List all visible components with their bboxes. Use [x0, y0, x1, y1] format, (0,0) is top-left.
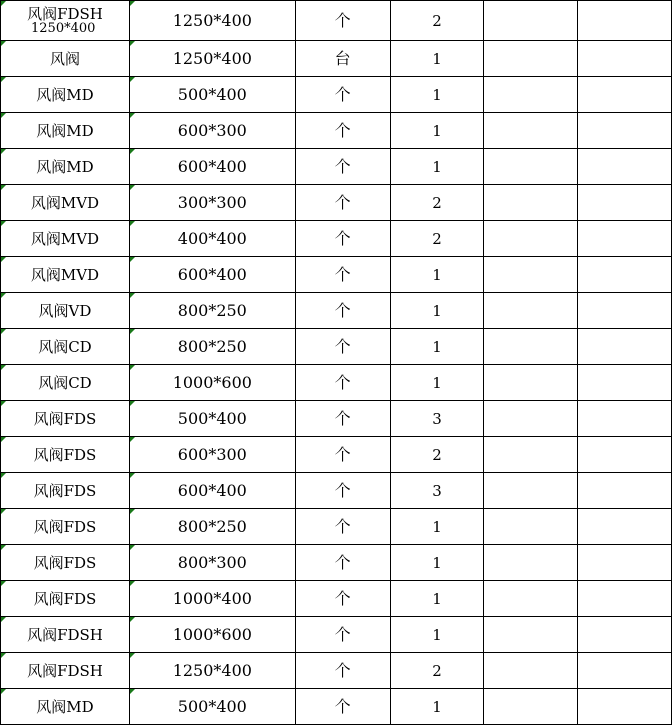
cell-name[interactable]: 风阀FDS [1, 437, 130, 473]
cell-unit[interactable]: 个 [295, 77, 390, 113]
cell-size[interactable]: 1000*600 [129, 617, 295, 653]
cell-unit[interactable]: 个 [295, 1, 390, 41]
cell-unit[interactable]: 个 [295, 545, 390, 581]
cell-unit[interactable]: 个 [295, 293, 390, 329]
table-row [1, 113, 672, 149]
cell-qty[interactable]: 1 [390, 113, 484, 149]
cell-empty[interactable] [484, 401, 578, 437]
cell-size[interactable]: 800*250 [129, 293, 295, 329]
table-row [1, 41, 672, 77]
cell-empty[interactable] [484, 437, 578, 473]
cell-empty[interactable] [484, 77, 578, 113]
cell-unit[interactable]: 个 [295, 653, 390, 689]
cell-empty[interactable] [578, 77, 672, 113]
cell-empty[interactable] [578, 545, 672, 581]
cell-empty[interactable] [484, 689, 578, 725]
cell-qty[interactable]: 1 [390, 293, 484, 329]
cell-empty[interactable] [484, 365, 578, 401]
cell-empty[interactable] [578, 221, 672, 257]
cell-qty[interactable]: 1 [390, 257, 484, 293]
table-row [1, 653, 672, 689]
cell-qty[interactable]: 1 [390, 581, 484, 617]
cell-unit[interactable]: 个 [295, 113, 390, 149]
cell-empty[interactable] [484, 545, 578, 581]
table-row [1, 581, 672, 617]
cell-qty[interactable]: 3 [390, 401, 484, 437]
cell-qty[interactable]: 2 [390, 1, 484, 41]
cell-qty[interactable]: 2 [390, 437, 484, 473]
cell-empty[interactable] [484, 1, 578, 41]
cell-unit[interactable]: 个 [295, 149, 390, 185]
cell-unit[interactable]: 个 [295, 689, 390, 725]
cell-qty[interactable]: 2 [390, 221, 484, 257]
cell-unit[interactable]: 个 [295, 509, 390, 545]
table-row [1, 689, 672, 725]
cell-qty[interactable]: 1 [390, 689, 484, 725]
cell-name-text: 风阀FDSH [27, 4, 103, 23]
cell-name[interactable]: 风阀FDS [1, 545, 130, 581]
cell-name[interactable]: 风阀FDS [1, 401, 130, 437]
cell-empty[interactable] [578, 329, 672, 365]
cell-name[interactable]: 风阀MD [1, 113, 130, 149]
cell-size[interactable]: 1000*400 [129, 581, 295, 617]
cell-empty[interactable] [578, 617, 672, 653]
cell-size[interactable]: 600*300 [129, 437, 295, 473]
cell-name[interactable]: 风阀MD [1, 77, 130, 113]
table-body [1, 1, 672, 725]
cell-empty[interactable] [578, 689, 672, 725]
cell-name[interactable]: 风阀FDS [1, 473, 130, 509]
cell-empty[interactable] [484, 509, 578, 545]
table-row [1, 257, 672, 293]
cell-size[interactable]: 800*300 [129, 545, 295, 581]
cell-empty[interactable] [484, 581, 578, 617]
cell-empty[interactable] [484, 293, 578, 329]
cell-qty[interactable]: 1 [390, 329, 484, 365]
table-row [1, 221, 672, 257]
cell-empty[interactable] [484, 221, 578, 257]
cell-name-subtext: 1250*400 [31, 20, 96, 36]
cell-size[interactable]: 500*400 [129, 401, 295, 437]
cell-size[interactable]: 600*400 [129, 473, 295, 509]
cell-empty[interactable] [578, 365, 672, 401]
cell-empty[interactable] [484, 473, 578, 509]
cell-name[interactable]: 风阀CD [1, 365, 130, 401]
cell-name[interactable]: 风阀MVD [1, 185, 130, 221]
cell-qty[interactable]: 3 [390, 473, 484, 509]
table-row [1, 1, 672, 41]
cell-unit[interactable]: 个 [295, 473, 390, 509]
cell-unit[interactable]: 个 [295, 365, 390, 401]
cell-empty[interactable] [578, 1, 672, 41]
cell-empty[interactable] [484, 41, 578, 77]
cell-name[interactable]: 风阀MVD [1, 221, 130, 257]
cell-unit[interactable]: 个 [295, 185, 390, 221]
cell-size[interactable]: 800*250 [129, 509, 295, 545]
cell-size[interactable]: 1250*400 [129, 653, 295, 689]
cell-qty[interactable]: 1 [390, 149, 484, 185]
table-row [1, 77, 672, 113]
cell-empty[interactable] [484, 149, 578, 185]
cell-unit[interactable]: 台 [295, 41, 390, 77]
cell-empty[interactable] [578, 653, 672, 689]
cell-empty[interactable] [484, 329, 578, 365]
cell-size[interactable]: 1000*600 [129, 365, 295, 401]
cell-name[interactable]: 风阀FDSH [1, 653, 130, 689]
table-row [1, 401, 672, 437]
table-row [1, 149, 672, 185]
cell-unit[interactable]: 个 [295, 329, 390, 365]
cell-empty[interactable] [578, 437, 672, 473]
cell-unit[interactable]: 个 [295, 617, 390, 653]
table-row [1, 329, 672, 365]
cell-empty[interactable] [578, 581, 672, 617]
cell-size[interactable]: 400*400 [129, 221, 295, 257]
cell-size[interactable]: 600*400 [129, 149, 295, 185]
cell-name[interactable]: 风阀 [1, 41, 130, 77]
cell-unit[interactable]: 个 [295, 581, 390, 617]
cell-unit[interactable]: 个 [295, 437, 390, 473]
table-row [1, 437, 672, 473]
table-row [1, 365, 672, 401]
cell-empty[interactable] [484, 653, 578, 689]
table-row [1, 473, 672, 509]
cell-size[interactable]: 600*400 [129, 257, 295, 293]
cell-empty[interactable] [578, 293, 672, 329]
cell-name[interactable]: 风阀FDS [1, 509, 130, 545]
cell-size[interactable]: 1250*400 [129, 1, 295, 41]
cell-empty[interactable] [578, 401, 672, 437]
cell-empty[interactable] [578, 41, 672, 77]
table-row [1, 185, 672, 221]
cell-qty[interactable]: 1 [390, 77, 484, 113]
table-row [1, 509, 672, 545]
cell-empty[interactable] [484, 113, 578, 149]
cell-empty[interactable] [578, 509, 672, 545]
cell-empty[interactable] [578, 113, 672, 149]
cell-qty[interactable]: 1 [390, 509, 484, 545]
cell-empty[interactable] [484, 257, 578, 293]
cell-unit[interactable]: 个 [295, 257, 390, 293]
cell-empty[interactable] [484, 617, 578, 653]
table-row [1, 617, 672, 653]
cell-name[interactable]: 风阀MVD [1, 257, 130, 293]
cell-qty[interactable]: 2 [390, 653, 484, 689]
cell-empty[interactable] [578, 473, 672, 509]
cell-empty[interactable] [484, 185, 578, 221]
cell-name[interactable]: 风阀MD [1, 689, 130, 725]
cell-name[interactable]: 风阀CD [1, 329, 130, 365]
table-row [1, 545, 672, 581]
cell-qty[interactable]: 2 [390, 185, 484, 221]
cell-unit[interactable]: 个 [295, 401, 390, 437]
cell-name[interactable]: 风阀MD [1, 149, 130, 185]
cell-size[interactable]: 600*300 [129, 113, 295, 149]
cell-size[interactable]: 300*300 [129, 185, 295, 221]
cell-empty[interactable] [578, 185, 672, 221]
cell-size[interactable]: 500*400 [129, 689, 295, 725]
cell-name[interactable]: 风阀FDSH [1, 617, 130, 653]
cell-qty[interactable]: 1 [390, 41, 484, 77]
cell-size[interactable]: 800*250 [129, 329, 295, 365]
table-row [1, 293, 672, 329]
cell-empty[interactable] [578, 149, 672, 185]
cell-unit[interactable]: 个 [295, 221, 390, 257]
cell-size[interactable]: 1250*400 [129, 41, 295, 77]
cell-qty[interactable]: 1 [390, 545, 484, 581]
cell-name[interactable]: 风阀FDS [1, 581, 130, 617]
cell-name[interactable]: 风阀VD [1, 293, 130, 329]
cell-empty[interactable] [578, 257, 672, 293]
cell-name[interactable] [1, 1, 130, 41]
cell-qty[interactable]: 1 [390, 365, 484, 401]
cell-size[interactable]: 500*400 [129, 77, 295, 113]
cell-qty[interactable]: 1 [390, 617, 484, 653]
